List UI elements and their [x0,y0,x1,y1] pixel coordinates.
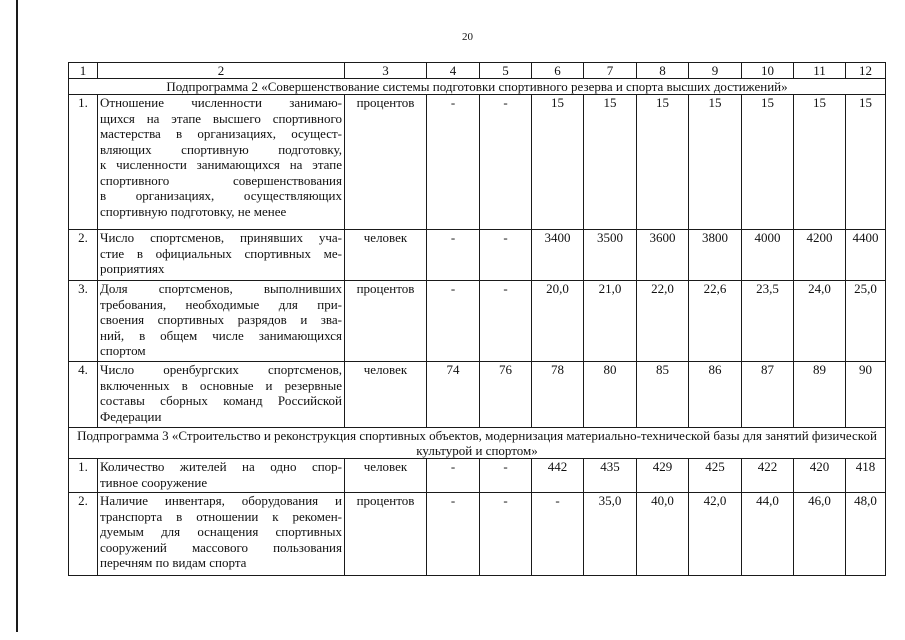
indicator-value: 3400 [532,230,584,281]
indicator-value: 3600 [637,230,689,281]
description-line: Число оренбургских спортсменов, [100,362,342,377]
scan-edge-line [16,0,18,632]
row-number: 1. [69,459,98,493]
indicator-value: 25,0 [846,281,886,362]
indicator-value: 429 [637,459,689,493]
table-body [69,63,886,576]
indicator-value: 44,0 [742,493,794,576]
indicator-value: 4200 [794,230,846,281]
indicator-value: - [480,493,532,576]
indicator-value: 422 [742,459,794,493]
subprogram-row [69,428,886,459]
indicator-value: 86 [689,362,742,428]
indicator-value: - [480,459,532,493]
description-line: Количество жителей на одно спор- [100,459,342,474]
description-line: стие в официальных спортивных ме- [100,245,342,261]
unit-of-measure: человек [345,362,427,428]
column-number: 10 [742,63,794,79]
row-number: 3. [69,281,98,362]
indicators-table [68,62,886,576]
indicator-value: 90 [846,362,886,428]
description-line: Число спортсменов, принявших уча- [100,230,342,245]
column-number: 3 [345,63,427,79]
indicator-value: 46,0 [794,493,846,576]
description-line: Доля спортсменов, выполнивших [100,281,342,296]
unit-of-measure: процентов [345,281,427,362]
indicator-row [69,281,886,362]
indicator-value: - [532,493,584,576]
indicator-value: 21,0 [584,281,637,362]
description-line: включенных в основные и резервные [100,377,342,393]
indicator-description [98,493,345,576]
indicator-row [69,230,886,281]
description-line: транспорта в отношении к рекомен- [100,508,342,524]
indicator-value: 85 [637,362,689,428]
indicator-value: 22,6 [689,281,742,362]
description-line: ний, в общем числе занимающихся [100,327,342,343]
description-line: мастерства в организациях, осущест- [100,126,342,141]
indicator-value: 40,0 [637,493,689,576]
description-line: к численности занимающихся на этапе [100,157,342,172]
column-number: 5 [480,63,532,79]
indicator-row [69,95,886,230]
indicator-description [98,95,345,230]
indicator-row [69,362,886,428]
description-line: спортом [100,343,146,358]
indicator-value: 48,0 [846,493,886,576]
indicator-value: 23,5 [742,281,794,362]
description-line: Отношение численности занимаю- [100,95,342,110]
indicator-description [98,230,345,281]
indicator-value: - [480,230,532,281]
indicator-value: 435 [584,459,637,493]
description-line: составы сборных команд Российской [100,393,342,408]
indicator-value: - [427,459,480,493]
description-line: тивное сооружение [100,474,208,490]
indicator-value: 420 [794,459,846,493]
column-number: 2 [98,63,345,79]
page-number: 20 [462,31,473,43]
indicator-value: 80 [584,362,637,428]
indicator-value: 442 [532,459,584,493]
indicator-value: 22,0 [637,281,689,362]
indicator-value: 15 [584,95,637,230]
description-line: своения спортивных разрядов и зва- [100,312,342,327]
column-number: 9 [689,63,742,79]
column-number: 6 [532,63,584,79]
description-line: спортивную подготовку, не менее [100,203,287,219]
unit-of-measure: процентов [345,95,427,230]
column-number: 7 [584,63,637,79]
indicator-value: 4400 [846,230,886,281]
unit-of-measure: процентов [345,493,427,576]
indicator-description [98,362,345,428]
indicator-value: - [427,95,480,230]
indicator-value: 418 [846,459,886,493]
row-number: 1. [69,95,98,230]
description-line: спортивного совершенствования [100,172,342,188]
indicator-value: 74 [427,362,480,428]
indicator-value: 425 [689,459,742,493]
indicator-value: 87 [742,362,794,428]
indicator-value: 15 [794,95,846,230]
indicator-row [69,459,886,493]
description-line: щихся на этапе высшего спортивного [100,110,342,126]
indicator-value: - [427,493,480,576]
indicator-value: 4000 [742,230,794,281]
indicator-value: 3800 [689,230,742,281]
description-line: вляющих спортивную подготовку, [100,141,342,157]
indicator-value: 42,0 [689,493,742,576]
indicator-value: - [480,281,532,362]
subprogram-title: Подпрограмма 3 «Строительство и реконструкция спортивных объектов, модернизация материально-технической базы для занятий физической культурой и спортом» [69,428,886,459]
column-number-row [69,63,886,79]
column-number: 11 [794,63,846,79]
indicator-value: 20,0 [532,281,584,362]
indicator-value: 35,0 [584,493,637,576]
row-number: 2. [69,230,98,281]
description-line: в организациях, осуществляющих [100,188,342,203]
indicator-value: - [427,230,480,281]
description-line: Наличие инвентаря, оборудования и [100,493,342,508]
description-line: дуемым для оснащения спортивных [100,524,342,539]
row-number: 4. [69,362,98,428]
indicator-value: 76 [480,362,532,428]
column-number: 4 [427,63,480,79]
column-number: 12 [846,63,886,79]
description-line: требования, необходимые для при- [100,296,342,312]
indicator-description [98,281,345,362]
indicator-value: 24,0 [794,281,846,362]
description-line: Федерации [100,408,162,424]
indicator-value: 15 [532,95,584,230]
column-number: 1 [69,63,98,79]
row-number: 2. [69,493,98,576]
subprogram-row [69,79,886,95]
indicator-value: 15 [846,95,886,230]
indicator-value: 15 [689,95,742,230]
description-line: перечням по видам спорта [100,555,247,570]
indicator-value: 78 [532,362,584,428]
indicator-value: 15 [637,95,689,230]
indicator-value: 15 [742,95,794,230]
indicator-description [98,459,345,493]
indicator-value: 89 [794,362,846,428]
indicator-row [69,493,886,576]
indicator-value: - [427,281,480,362]
indicator-value: - [480,95,532,230]
subprogram-title: Подпрограмма 2 «Совершенствование системы подготовки спортивного резерва и спорта высших достижений» [69,79,886,95]
indicator-value: 3500 [584,230,637,281]
unit-of-measure: человек [345,230,427,281]
description-line: роприятиях [100,261,165,276]
unit-of-measure: человек [345,459,427,493]
column-number: 8 [637,63,689,79]
description-line: сооружений массового пользования [100,539,342,555]
